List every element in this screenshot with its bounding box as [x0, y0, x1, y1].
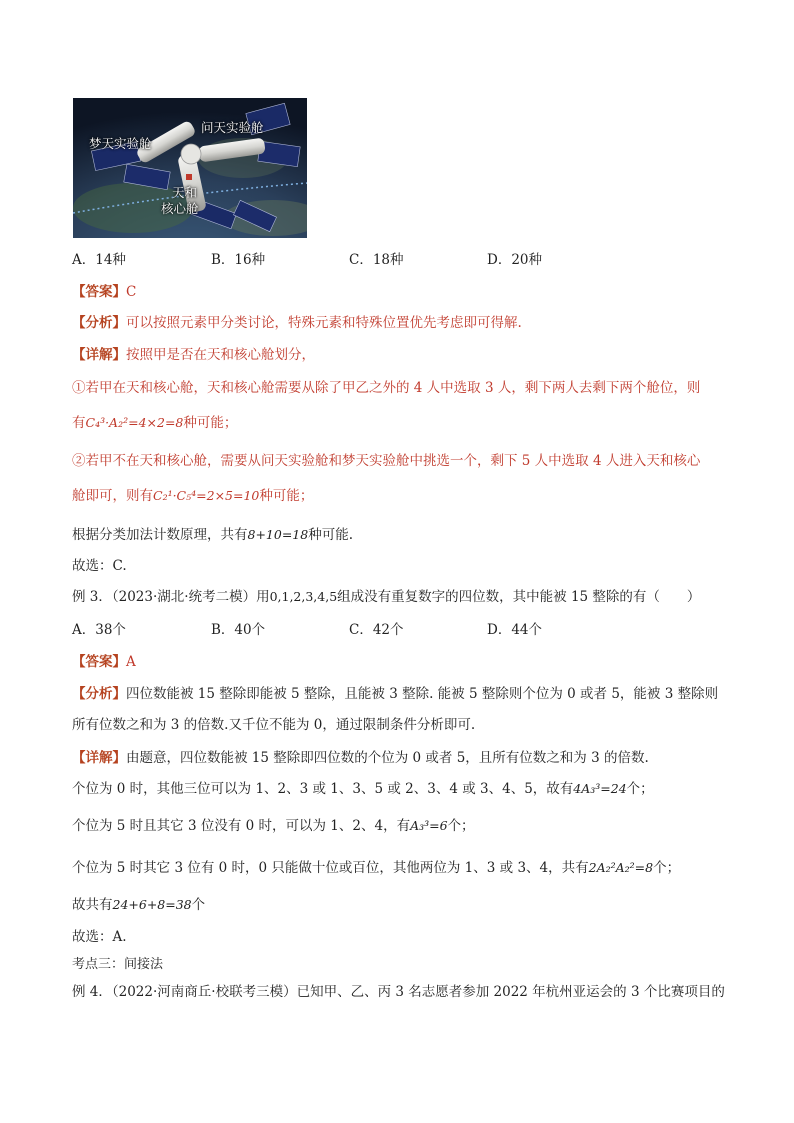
q2-detail: 【详解】按照甲是否在天和核心舱划分， — [72, 347, 315, 363]
label-wentian: 问天实验舱 — [201, 120, 264, 135]
q2-analysis: 【分析】可以按照元素甲分类讨论，特殊元素和特殊位置优先考虑即可得解. — [72, 315, 522, 331]
q3-choose: 故选：A. — [72, 929, 127, 945]
q3-line-b: 个位为 5 时且其它 3 位没有 0 时，可以为 1、2、4，有A₃³=6个； — [72, 818, 475, 834]
q4-stem: 例 4．（2022·河南商丘·校联考三模）已知甲、乙、丙 3 名志愿者参加 2022 年杭州亚运会的 3 个比赛项目的 — [72, 984, 725, 1000]
q3-option-a: A．38个 — [72, 622, 126, 638]
q2-option-c: C．18种 — [349, 252, 404, 268]
label-tianhe-1: 天和 — [172, 185, 198, 200]
q3-detail: 【详解】由题意，四位数能被 15 整除即四位数的个位为 0 或者 5，且所有位数之和为 3 的倍数. — [72, 750, 649, 766]
label-tianhe-2: 核心舱 — [161, 201, 199, 216]
q3-option-c: C．42个 — [349, 622, 404, 638]
q2-choose: 故选：C. — [72, 558, 127, 574]
q2-sum: 根据分类加法计数原理，共有8+10=18种可能. — [72, 527, 354, 543]
q2-case2-line1: ②若甲不在天和核心舱，需要从问天实验舱和梦天实验舱中挑选一个，剩下 5 人中选取 4 人进入天和核心 — [72, 453, 701, 469]
q3-line-c: 个位为 5 时其它 3 位有 0 时，0 只能做十位或百位，其他两位为 1、3 或 3、4，共有2A₂²A₂²=8个； — [72, 860, 681, 876]
q3-answer: 【答案】A — [72, 654, 136, 670]
q2-option-d: D．20种 — [487, 252, 543, 268]
q3-analysis-line1: 【分析】四位数能被 15 整除即能被 5 整除，且能被 3 整除. 能被 5 整除则个位为 0 或者 5，能被 3 整除则 — [72, 686, 719, 702]
section-heading: 考点三：间接法 — [72, 957, 164, 972]
q2-option-a: A．14种 — [72, 252, 126, 268]
q3-total: 故共有24+6+8=38个 — [72, 897, 206, 913]
q2-case1-line2: 有C₄³·A₂²=4×2=8种可能； — [72, 415, 238, 431]
q2-option-b: B．16种 — [211, 252, 266, 268]
q2-case1-line1: ①若甲在天和核心舱，天和核心舱需要从除了甲乙之外的 4 人中选取 3 人，剩下两人去剩下两个舱位，则 — [72, 380, 701, 396]
q2-answer: 【答案】C — [72, 284, 137, 300]
q3-stem: 例 3．（2023·湖北·统考二模）用0,1,2,3,4,5组成没有重复数字的四位数，其中能被 15 整除的有（ ） — [72, 589, 701, 605]
q3-option-b: B．40个 — [211, 622, 266, 638]
q3-analysis-line2: 所有位数之和为 3 的倍数.又千位不能为 0，通过限制条件分析即可. — [72, 717, 476, 733]
space-station-photo — [73, 98, 307, 238]
q2-case2-line2: 舱即可，则有C₂¹·C₅⁴=2×5=10种可能； — [72, 488, 314, 504]
q3-option-d: D．44个 — [487, 622, 543, 638]
q3-line-a: 个位为 0 时，其他三位可以为 1、2、3 或 1、3、5 或 2、3、4 或 3、4、5，故有4A₃³=24个； — [72, 781, 654, 797]
label-mengtian: 梦天实验舱 — [89, 136, 152, 151]
